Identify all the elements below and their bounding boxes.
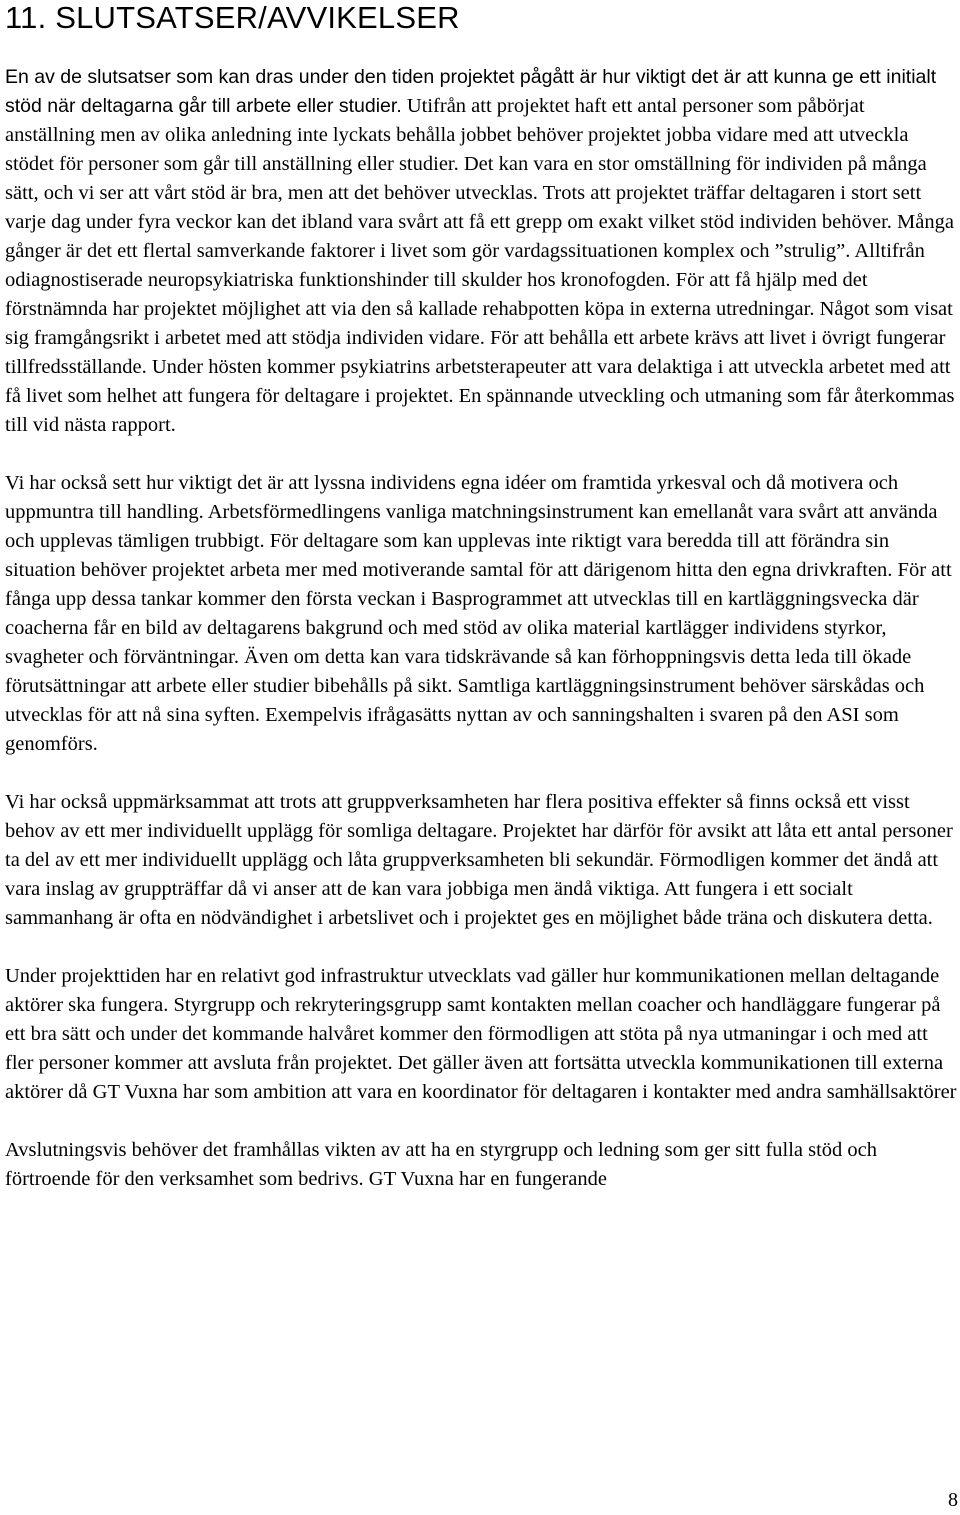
section-heading: 11. SLUTSATSER/AVVIKELSER [5,0,460,35]
paragraph-1 [5,63,957,440]
paragraph-1-body: Utifrån att projektet haft ett antal personer som påbörjat anställning men av olika anledning inte lyckats behålla jobbet behöver projektet jobba vidare med att utveckla stödet för personer som går till anställning eller studier. Det kan vara en stor omställning för individen på många sätt, och vi ser att vårt stöd är bra, men att det behöver utvecklas. Trots att projektet träffar deltagaren i stort sett varje dag under fyra veckor kan det ibland vara svårt att få ett grepp om exakt vilket stöd individen behöver. Många gånger är det ett flertal samverkande faktorer i livet som gör vardagssituationen komplex och ”strulig”. Alltifrån odiagnostiserade neuropsykiatriska funktionshinder till skulder hos kronofogden. För att få hjälp med det förstnämnda har projektet möjlighet att via den så kallade rehabpotten köpa in externa utredningar. Något som visat sig framgångsrikt i arbetet med att stödja individen vidare. För att behålla ett arbete krävs att livet i övrigt fungerar tillfredsställande. Under hösten kommer psykiatrins arbetsterapeuter att vara delaktiga i att utveckla arbetet med att få livet som helhet att fungera för deltagare i projektet. En spännande utveckling och utmaning som får återkommas till vid nästa rapport. [5,95,955,436]
document-page [5,0,957,1194]
paragraph-4: Under projekttiden har en relativt god infrastruktur utvecklats vad gäller hur kommunikationen mellan deltagande aktörer ska fungera. Styrgrupp och rekryteringsgrupp samt kontakten mellan coacher och handläggare fungerar på ett bra sätt och under det kommande halvåret kommer den förmodligen att stöta på nya utmaningar i och med att fler personer kommer att avsluta från projektet. Det gäller även att fortsätta utveckla kommunikationen till externa aktörer då GT Vuxna har som ambition att vara en koordinator för deltagaren i kontakter med andra samhällsaktörer [5,965,957,1103]
page-number: 8 [948,1489,958,1511]
paragraph-3: Vi har också uppmärksammat att trots att gruppverksamheten har flera positiva effekter så finns också ett visst behov av ett mer individuellt upplägg för somliga deltagare. Projektet har därför för avsikt att låta ett antal personer ta del av ett mer individuellt upplägg och låta gruppverksamheten bli sekundär. Förmodligen kommer det ändå att vara inslag av gruppträffar då vi anser att de kan vara jobbiga men ändå viktiga. Att fungera i ett socialt sammanhang är ofta en nödvändighet i arbetslivet och i projektet ges en möjlighet både träna och diskutera detta. [5,791,953,929]
paragraph-1-lead: En av de slutsatser som kan dras under den tiden projektet pågått är hur viktigt det är att kunna ge ett initialt stöd när deltagarna går till arbete eller studier. [5,66,937,117]
paragraph-2: Vi har också sett hur viktigt det är att lyssna individens egna idéer om framtida yrkesval och då motivera och uppmuntra till handling. Arbetsförmedlingens vanliga matchningsinstrument kan emellanåt vara svårt att använda och upplevas tämligen trubbigt. För deltagare som kan upplevas inte riktigt vara beredda till att förändra sin situation behöver projektet arbeta mer med motiverande samtal för att därigenom hitta den egna drivkraften. För att fånga upp dessa tankar kommer den första veckan i Basprogrammet att utvecklas till en kartläggningsvecka där coacherna får en bild av deltagarens bakgrund och med stöd av olika material kartlägger individens styrkor, svagheter och förväntningar. Även om detta kan vara tidskrävande så kan förhoppningsvis detta leda till ökade förutsättningar att arbete eller studier bibehålls på sikt. Samtliga kartläggningsinstrument behöver särskådas och utvecklas för att nå sina syften. Exempelvis ifrågasätts nyttan av och sanningshalten i svaren på den ASI som genomförs. [5,472,952,755]
paragraph-5: Avslutningsvis behöver det framhållas vikten av att ha en styrgrupp och ledning som ger sitt fulla stöd och förtroende för den verksamhet som bedrivs. GT Vuxna har en fungerande [5,1139,878,1190]
